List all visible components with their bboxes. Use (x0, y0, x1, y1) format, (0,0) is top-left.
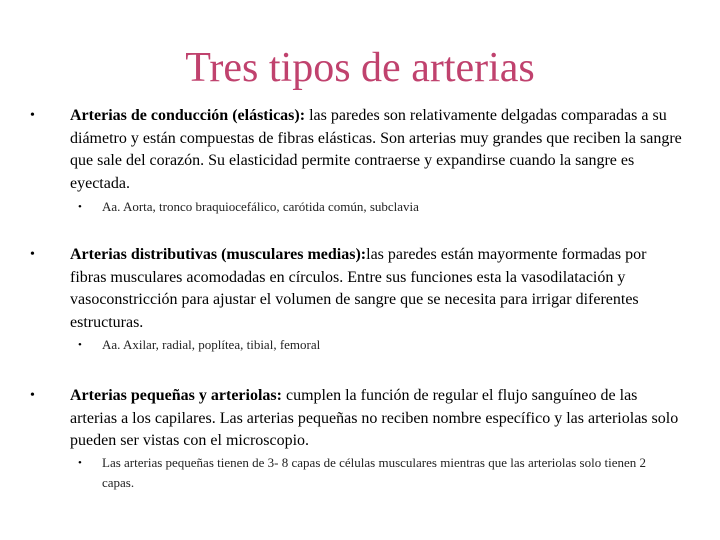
bullet-text (70, 105, 682, 195)
bullet-body: las paredes son relativamente delgadas comparadas a su diámetro y están compuestas de fibras elásticas. Son arterias muy grandes que reciben la sangre que sale del corazón. Su elasticidad permite contraerse y expandirse cuando la sangre es eyectada. (70, 107, 682, 192)
bullet-text (70, 385, 682, 453)
sub-bullet-marker: • (78, 457, 82, 469)
sub-bullet-marker: • (78, 201, 82, 213)
sub-bullet-text: Aa. Axilar, radial, poplítea, tibial, femoral (102, 337, 321, 352)
bullet-heading: Arterias pequeñas y arteriolas: (70, 387, 282, 404)
bullet-marker: • (30, 388, 35, 403)
bullet-text (70, 244, 682, 334)
sub-bullet-text: Aa. Aorta, tronco braquiocefálico, carótida común, subclavia (102, 199, 419, 214)
bullet-body: cumplen la función de regular el flujo sanguíneo de las arterias a los capilares. Las arterias pequeñas no reciben nombre específico y las arteriolas solo pueden ser vistas con el microscopio. (70, 387, 679, 450)
bullet-heading: Arterias distributivas (musculares medias): (70, 246, 367, 263)
sub-bullet-marker: • (78, 339, 82, 351)
bullet-marker: • (30, 108, 35, 123)
slide-title: Tres tipos de arterias (185, 45, 535, 91)
sub-bullet-text: Las arterias pequeñas tienen de 3- 8 capas de células musculares mientras que las arteriolas solo tienen 2 capas. (102, 455, 646, 490)
bullet-marker: • (30, 247, 35, 262)
bullet-heading: Arterias de conducción (elásticas): (70, 107, 306, 124)
bullet-body: las paredes están mayormente formadas por fibras musculares acomodadas en círculos. Entre sus funciones esta la vasodilatación y vasoconstricción para ajustar el volumen de sangre que se necesita para irrigar diferentes estructuras. (70, 246, 647, 331)
